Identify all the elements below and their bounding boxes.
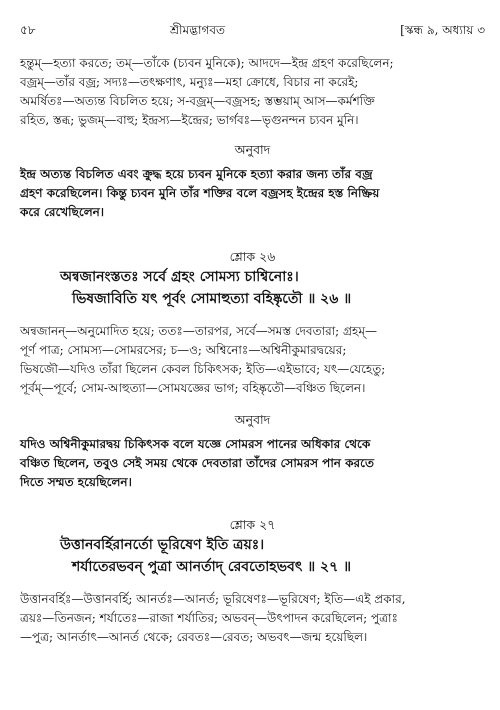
translation-line: দিতে সম্মত হয়েছিলেন। bbox=[20, 475, 132, 489]
book-page bbox=[20, 22, 485, 647]
verse-heading: শ্লোক ২৭ bbox=[229, 517, 276, 532]
synonym-line: ভিষজৌ—যদিও তাঁরা ছিলেন কেবল চিকিৎসক; ইতি—এইভাবে; যৎ—যেহেতু; bbox=[20, 362, 386, 376]
translation-verse-25 bbox=[20, 165, 485, 222]
synonym-line: —পুত্র; আনর্তাৎ—আনর্ত থেকে; রেবতঃ—রেবত; অভবৎ—জন্ম হয়েছিল। bbox=[20, 630, 368, 644]
translation-line: যদিও অশ্বিনীকুমারদ্বয় চিকিৎসক বলে যজ্ঞে সোমরস পানের অধিকার থেকে bbox=[20, 437, 371, 451]
translation-heading: অনুবাদ bbox=[234, 412, 271, 427]
translation-verse-26 bbox=[20, 435, 485, 492]
verse-line: অন্বজানংস্ততঃ সর্বে গ্রহং সোমস্য চাশ্বিনোঃ। bbox=[60, 269, 299, 285]
translation-heading: অনুবাদ bbox=[234, 142, 271, 157]
translation-line: করে রেখেছিলেন। bbox=[20, 205, 105, 219]
verse-26-text bbox=[20, 266, 485, 310]
synonym-line: অন্বজানন্—অনুমোদিত হয়ে; ততঃ—তারপর, সর্বে—সমস্ত দেবতারা; গ্রহম্— bbox=[20, 324, 377, 338]
translation-line: বঞ্চিত ছিলেন, তবুও সেই সময় থেকে দেবতারা তাঁদের সোমরস পান করতে bbox=[20, 456, 374, 470]
verse-27-text bbox=[20, 534, 485, 578]
verse-heading: শ্লোক ২৬ bbox=[229, 249, 276, 264]
synonyms-verse-26 bbox=[20, 322, 485, 398]
synonym-line: পূর্ণ পাত্র; সোমস্য—সোমরসের; চ—ও; অশ্বিনোঃ—অশ্বিনীকুমারদ্বয়ের; bbox=[20, 343, 347, 357]
verse-line: উত্তানবর্হিরানর্তো ভূরিষেণ ইতি ত্রয়ঃ। bbox=[60, 537, 265, 553]
section-label: [স্কন্ধ ৯, অধ্যায় ৩ bbox=[400, 23, 485, 37]
book-title: শ্রীমদ্ভাগবত bbox=[170, 23, 226, 37]
translation-line: ইন্দ্র অত্যন্ত বিচলিত এবং ক্রুদ্ধ হয়ে চ্যবন মুনিকে হত্যা করার জন্য তাঁর বজ্র bbox=[20, 167, 373, 181]
translation-line: গ্রহণ করেছিলেন। কিন্তু চ্যবন মুনি তাঁর শক্তির বলে বজ্রসহ ইন্দ্রের হস্ত নিষ্ক্রিয় bbox=[20, 186, 380, 200]
synonym-line: অমর্ষিতঃ—অত্যন্ত বিচলিত হয়ে; স-বজ্রম্—বজ্রসহ; স্তম্ভয়াম্ আস—কর্মশক্তি bbox=[20, 94, 375, 108]
synonym-line: হন্তুম্—হত্যা করতে; তম্—তাঁকে (চ্যবন মুনিকে); আদদে—ইন্দ্র গ্রহণ করেছিলেন; bbox=[20, 56, 394, 70]
verse-line: শর্যাতেরভবন্ পুত্রা আনর্তাদ্ রেবতোহভবৎ ॥ ২৭ ॥ bbox=[72, 559, 351, 575]
synonym-line: উত্তানবর্হিঃ—উত্তানবর্হি; আনর্তঃ—আনর্ত; ভূরিষেণঃ—ভূরিষেণ; ইতি—এই প্রকার, bbox=[20, 592, 406, 606]
synonyms-verse-27 bbox=[20, 590, 485, 647]
synonym-line: ত্রয়ঃ—তিনজন; শর্যাতেঃ—রাজা শর্যাতির; অভবন্—উৎপাদন করেছিলেন; পুত্রাঃ bbox=[20, 611, 398, 625]
page-header bbox=[20, 22, 485, 40]
verse-line: ভিষজাবিতি যৎ পূর্বং সোমাহুত্যা বহিষ্কৃতৌ ॥ ২৬ ॥ bbox=[72, 291, 352, 307]
synonyms-verse-25 bbox=[20, 54, 485, 130]
synonym-line: রহিত, স্তব্ধ; ভুজম্—বাহু; ইন্দ্রস্য—ইন্দ্রের; ভার্গবঃ—ভৃগুনন্দন চ্যবন মুনি। bbox=[20, 113, 359, 127]
synonym-line: বজ্রম্—তাঁর বজ্র; সদ্যঃ—তৎক্ষণাৎ, মন্যুঃ—মহা ক্রোধে, বিচার না করেই; bbox=[20, 75, 359, 89]
synonym-line: পূর্বম্—পূর্বে; সোম-আহুত্যা—সোমযজ্ঞের ভাগ; বহিষ্কৃতৌ—বঞ্চিত ছিলেন। bbox=[20, 381, 366, 395]
page-number: ৫৮ bbox=[20, 23, 36, 37]
